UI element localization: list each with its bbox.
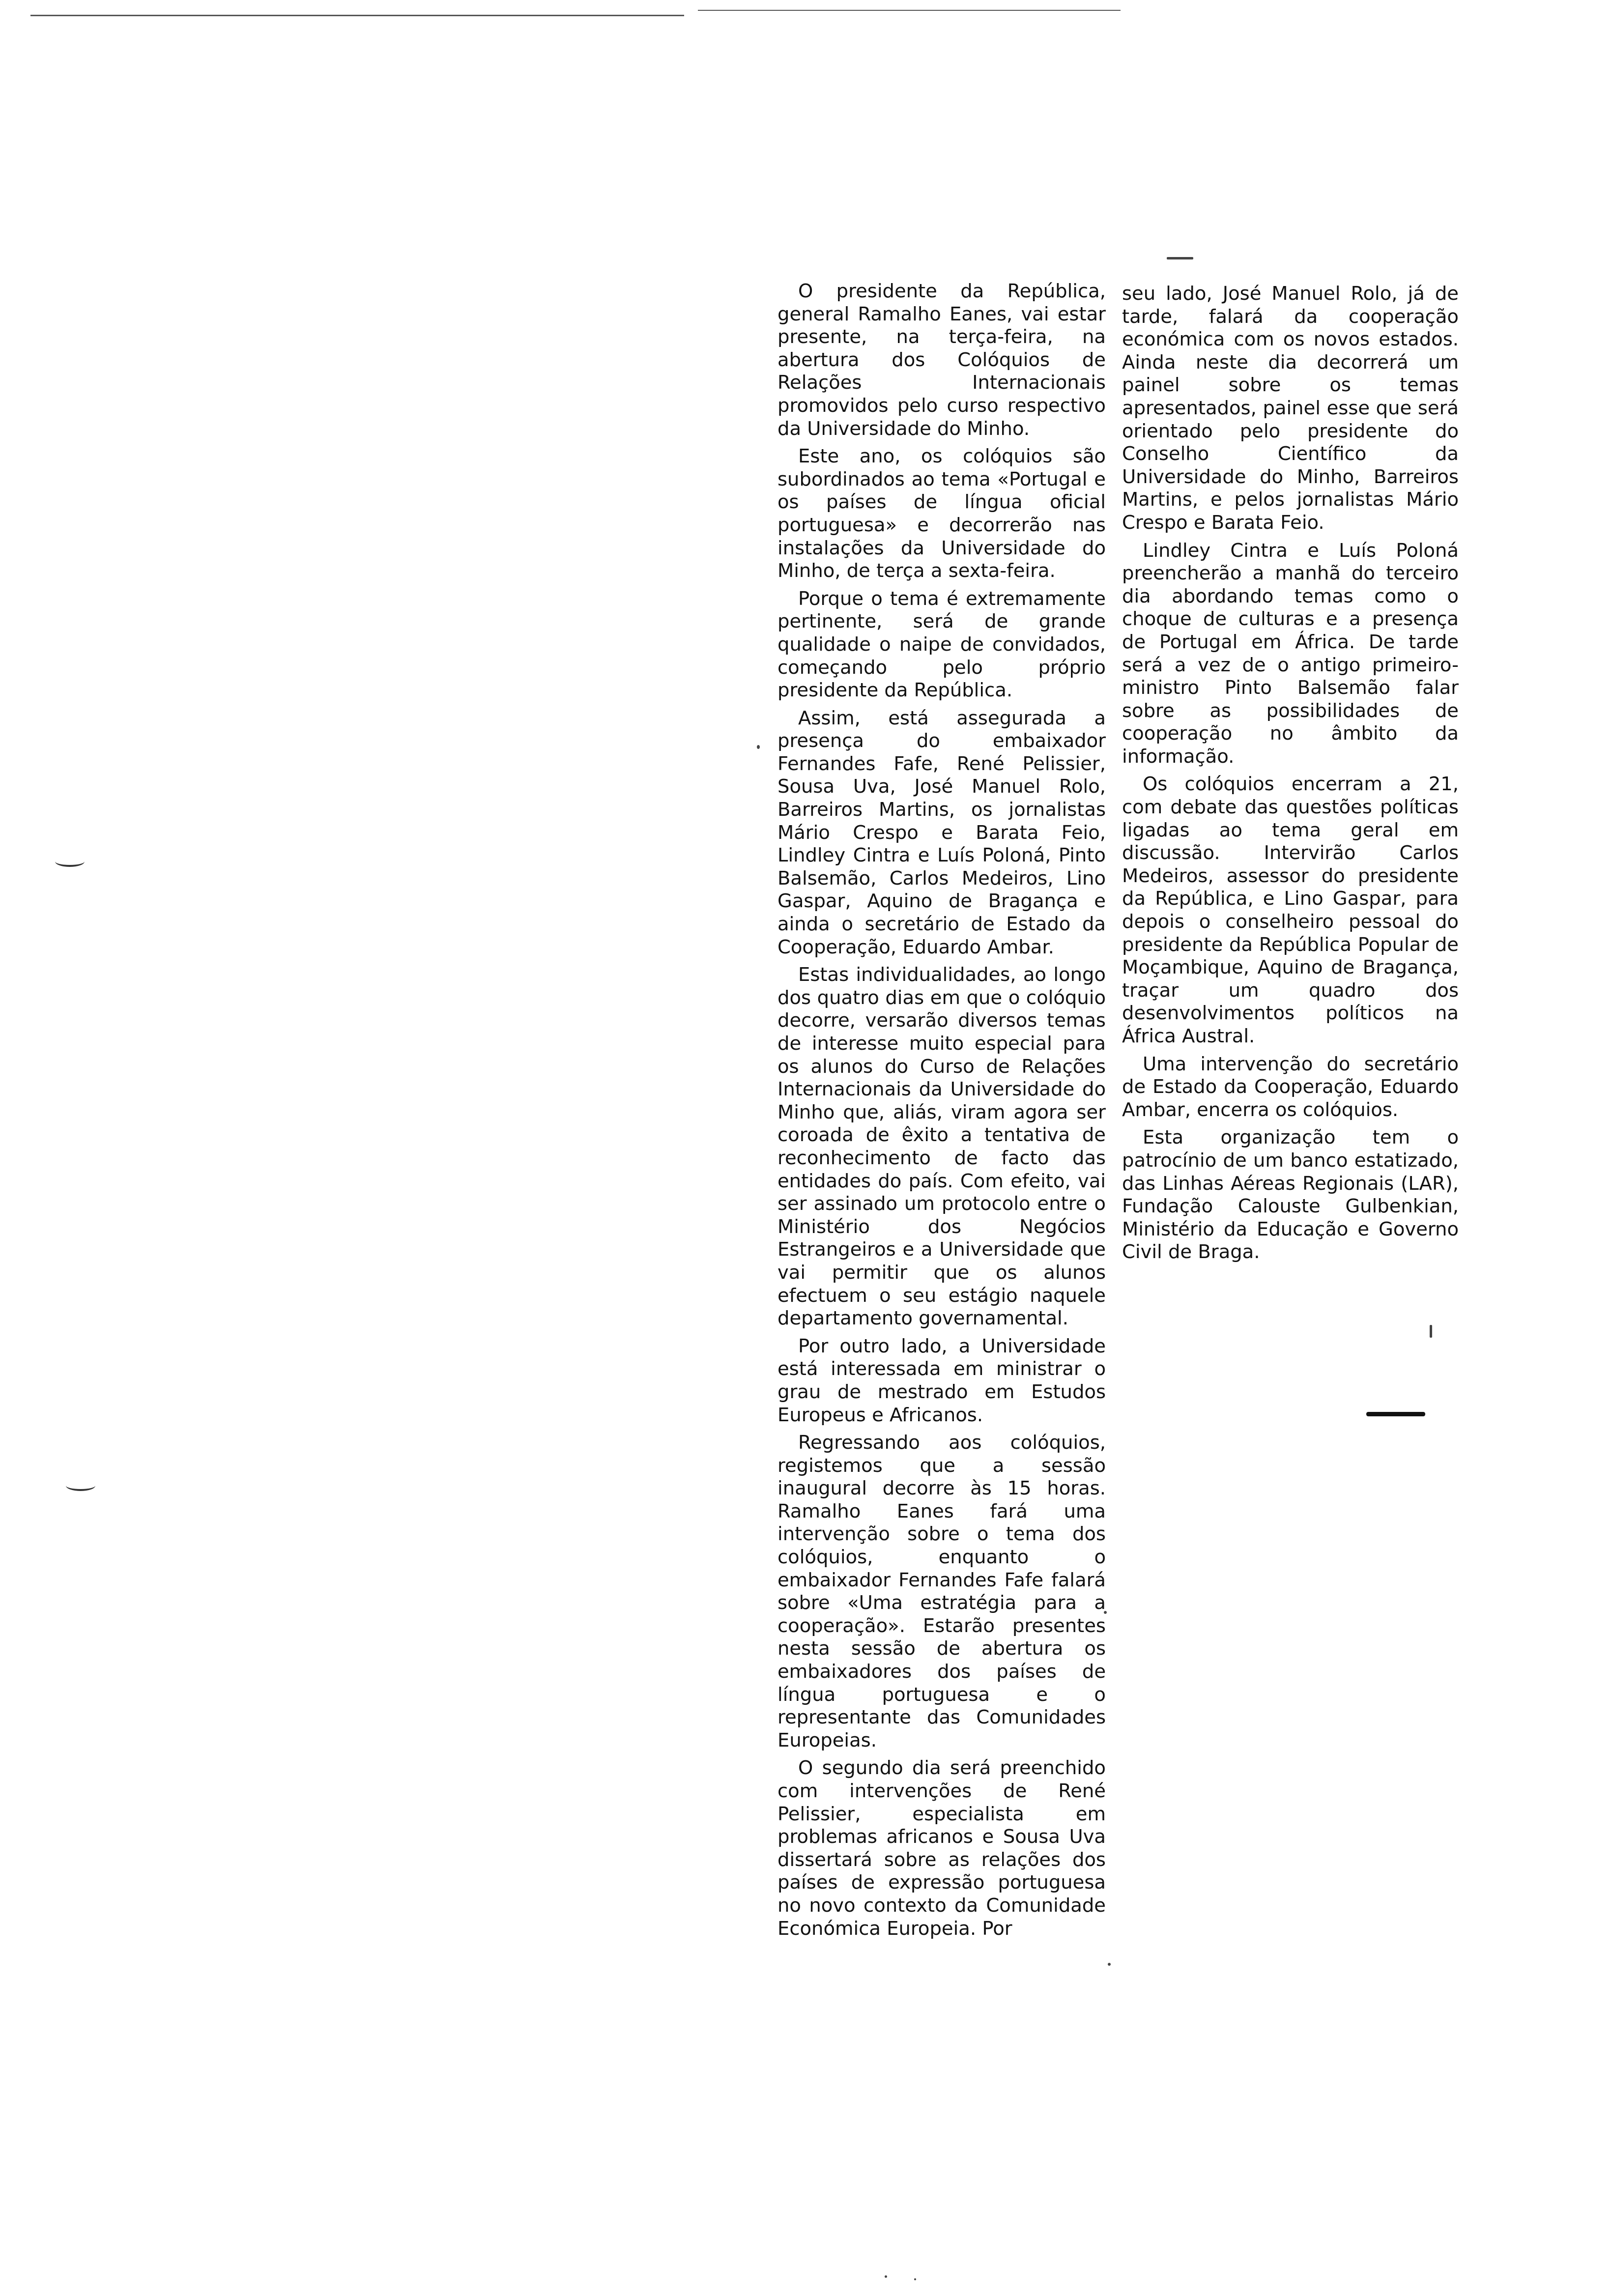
article-paragraph: Por outro lado, a Universidade está interessada em ministrar o grau de mestrado em Estudos Europeus e Africanos. bbox=[777, 1335, 1106, 1426]
article-paragraph: Assim, está assegurada a presença do embaixador Fernandes Fafe, René Pelissier, Sousa Uva, José Manuel Rolo, Barreiros Martins, os jornalistas Mário Crespo e Barata Feio, Lindley Cintra e Luís Poloná, Pinto Balsemão, Carlos Medeiros, Lino Gaspar, Aquino de Bragança e ainda o secretário de Estado da Cooperação, Eduardo Ambar. bbox=[777, 707, 1106, 958]
article-paragraph: Regressando aos colóquios, registemos que a sessão inaugural decorre às 15 horas. Ramalho Eanes fará uma intervenção sobre o tema dos colóquios, enquanto o embaixador Fernandes Fafe falará sobre «Uma estratégia para a cooperação». Estarão presentes nesta sessão de abertura os embaixadores dos países de língua portuguesa e o representante das Comunidades Europeias. bbox=[777, 1432, 1106, 1751]
article-paragraph: Lindley Cintra e Luís Poloná preencherão a manhã do terceiro dia abordando temas como o choque de culturas e a presença de Portugal em África. De tarde será a vez de o antigo primeiro-ministro Pinto Balsemão falar sobre as possibilidades de cooperação no âmbito da informação. bbox=[1122, 539, 1459, 768]
article-paragraph: Esta organização tem o patrocínio de um banco estatizado, das Linhas Aéreas Regionais (LAR), Fundação Calouste Gulbenkian, Ministério da Educação e Governo Civil de Braga. bbox=[1122, 1126, 1459, 1263]
article-column-right bbox=[1122, 283, 1459, 1269]
scan-speck bbox=[885, 2275, 887, 2278]
article-paragraph: Porque o tema é extremamente pertinente, será de grande qualidade o naipe de convidados, começando pelo próprio presidente da República. bbox=[777, 587, 1106, 702]
binder-hole-mark bbox=[55, 856, 85, 867]
article-paragraph: seu lado, José Manuel Rolo, já de tarde, falará da cooperação económica com os novos estados. Ainda neste dia decorrerá um painel sobre os temas apresentados, painel esse que será orientado pelo presidente do Conselho Científico da Universidade do Minho, Barreiros Martins, e pelos jornalistas Mário Crespo e Barata Feio. bbox=[1122, 283, 1459, 534]
scan-rule-segment bbox=[30, 15, 684, 16]
binder-hole-mark bbox=[66, 1480, 95, 1491]
article-paragraph: O presidente da República, general Ramalho Eanes, vai estar presente, na terça-feira, na abertura dos Colóquios de Relações Internacionais promovidos pelo curso respectivo da Universidade do Minho. bbox=[777, 280, 1106, 440]
article-paragraph: Estas individualidades, ao longo dos quatro dias em que o colóquio decorre, versarão diversos temas de interesse muito especial para os alunos do Curso de Relações Internacionais da Universidade do Minho que, aliás, viram agora ser coroada de êxito a tentativa de reconhecimento de facto das entidades do país. Com efeito, vai ser assinado um protocolo entre o Ministério dos Negócios Estrangeiros e a Universidade que vai permitir que os alunos efectuem o seu estágio naquele departamento governamental. bbox=[777, 964, 1106, 1330]
article-paragraph: O segundo dia será preenchido com intervenções de René Pelissier, especialista em problemas africanos e Sousa Uva dissertará sobre as relações dos países de expressão portuguesa no novo contexto da Comunidade Económica Europeia. Por bbox=[777, 1757, 1106, 1940]
article-column-left bbox=[777, 280, 1106, 1945]
scan-rule-segment bbox=[698, 10, 1121, 11]
scan-speck bbox=[914, 2278, 916, 2280]
scan-speck bbox=[757, 745, 760, 749]
article-paragraph: Os colóquios encerram a 21, com debate das questões políticas ligadas ao tema geral em discussão. Intervirão Carlos Medeiros, assessor do presidente da República, e Lino Gaspar, para depois o conselheiro pessoal do presidente da República Popular de Moçambique, Aquino de Bragança, traçar um quadro dos desenvolvimentos políticos na África Austral. bbox=[1122, 773, 1459, 1047]
scan-speck bbox=[1167, 257, 1193, 259]
article-paragraph: Uma intervenção do secretário de Estado da Cooperação, Eduardo Ambar, encerra os colóquios. bbox=[1122, 1053, 1459, 1121]
article-paragraph: Este ano, os colóquios são subordinados ao tema «Portugal e os países de língua oficial portuguesa» e decorrerão nas instalações da Universidade do Minho, de terça a sexta-feira. bbox=[777, 445, 1106, 582]
article-end-mark bbox=[1366, 1412, 1425, 1416]
scan-speck bbox=[1430, 1325, 1432, 1338]
scan-speck bbox=[1108, 1963, 1111, 1966]
